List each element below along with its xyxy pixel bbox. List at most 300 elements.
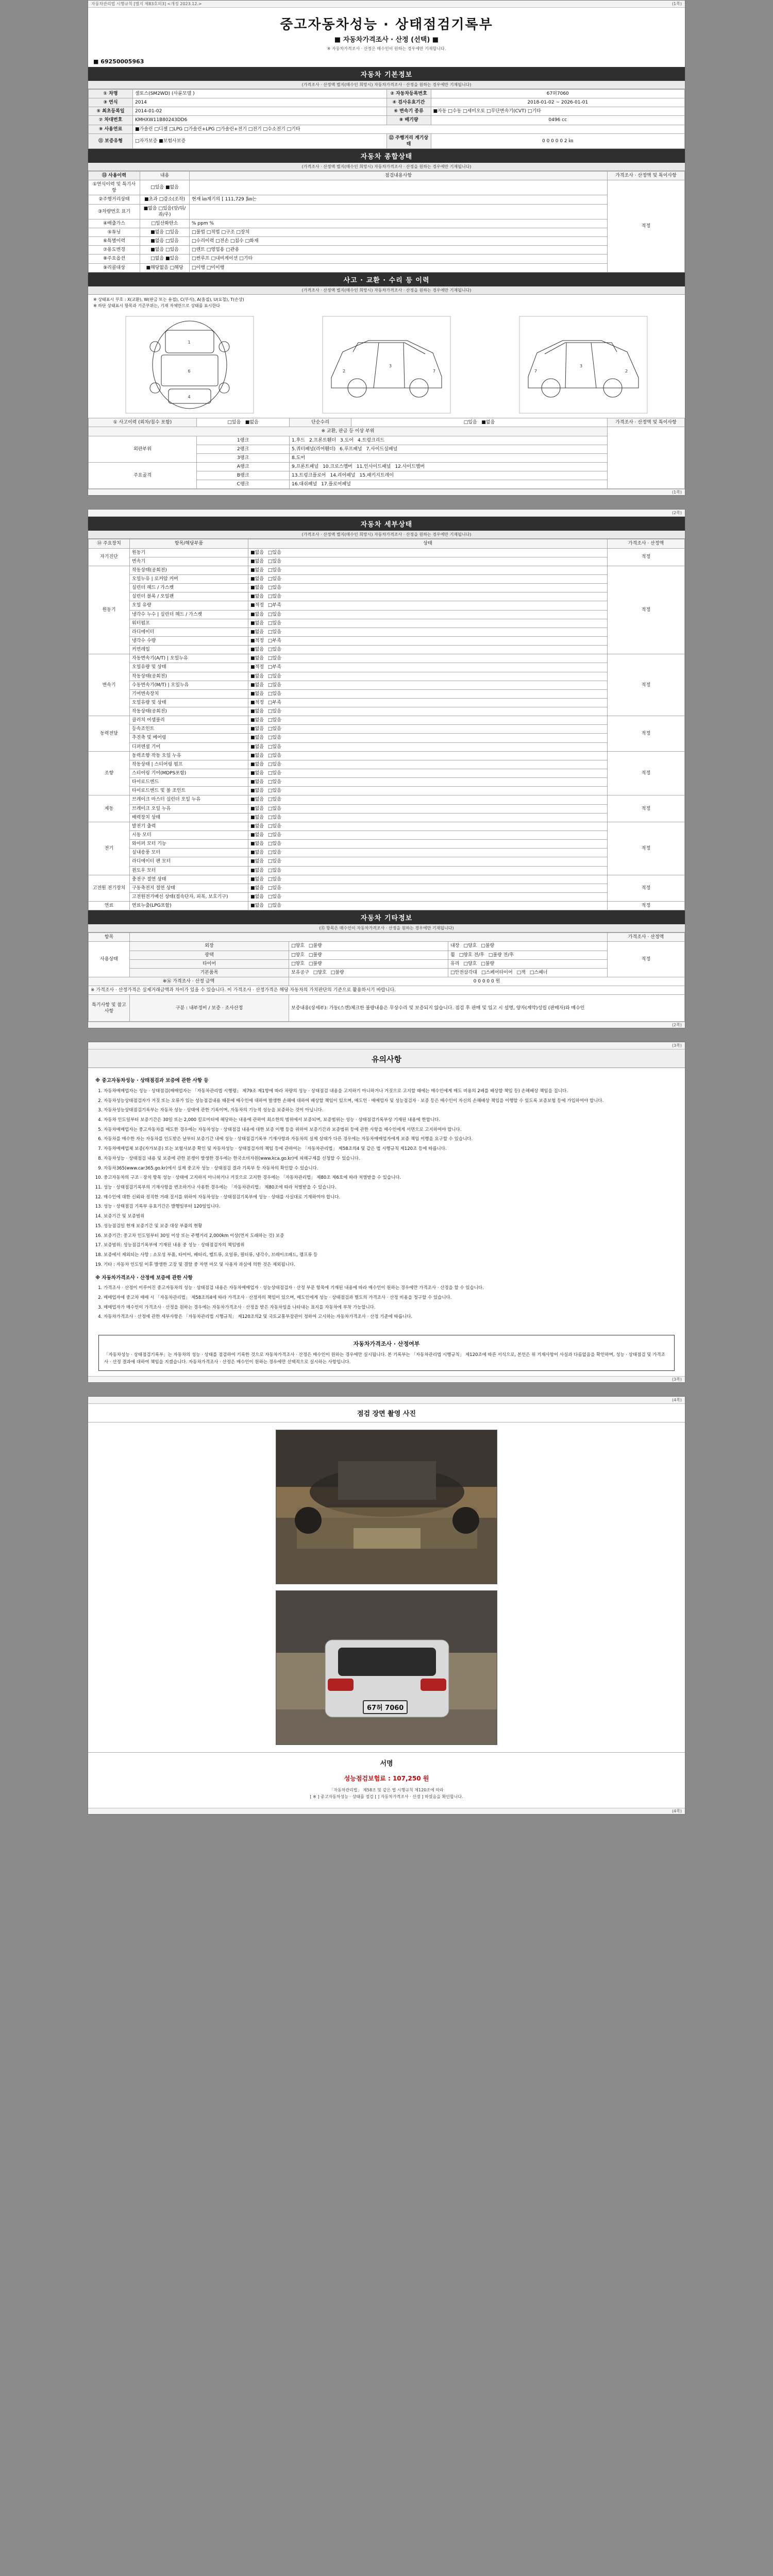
notice-item: 17. 보증범위: 성능점검기록부에 기재된 내용 중 성능 · 상태점검자의 책임범위 xyxy=(104,1242,678,1250)
notice-item: 6. 자동차를 매수한 자는 자동차를 인도받은 날부터 보증기간 내에 성능 · 상태점검기록부 기재사항과 자동차의 실제 상태가 다른 경우에는 자동차매매업자에게 보증 책임 이행을 요구할 수 있습니다. xyxy=(104,1136,678,1144)
overall-row-label-6: ⑦용도변경 xyxy=(89,246,140,255)
page-2-bottom-bar xyxy=(88,1022,685,1028)
accident-single-options[interactable]: □있음 ■없음 xyxy=(351,418,608,427)
other-group-label: 사용상태 xyxy=(89,942,130,977)
overall-row-label-5: ⑥특별이력 xyxy=(89,237,140,246)
detail-state-2-6[interactable]: ■없음 □있음 xyxy=(248,707,608,716)
detail-col-2: 항목/해당부품 xyxy=(130,539,248,548)
overall-table xyxy=(88,171,685,273)
detail-state-2-4[interactable]: ■없음 □있음 xyxy=(248,689,608,698)
other-col-2 xyxy=(130,933,608,942)
svg-text:6: 6 xyxy=(188,369,191,374)
detail-group-selfdiag: 자기진단 xyxy=(89,548,130,566)
page-4 xyxy=(88,1396,685,1815)
section-accident-note: (가격조사 · 산정액 별지(매수인 희망시) 자동차가격조사 · 산정을 원하는 경우에만 기재됩니다) xyxy=(88,286,685,295)
other-special-sub: 구분 : 내부정비 / 보증 · 조사산정 xyxy=(130,995,289,1022)
detail-item-2-1: 오일유량 및 상태 xyxy=(130,663,248,672)
photo-underbody-image xyxy=(276,1430,497,1584)
detail-state-8-0[interactable]: ■없음 □있음 xyxy=(248,902,608,910)
accident-frame-options[interactable]: □있음 ■없음 xyxy=(197,418,290,427)
overall-row-opts-8[interactable]: ■해당없음 □해당 xyxy=(140,263,190,272)
other-row-opts-0[interactable]: □양호 □불량 xyxy=(289,942,448,951)
accident-rank-4: B랭크 xyxy=(197,471,290,480)
overall-row-opts-3[interactable]: □일산화탄소 xyxy=(140,219,190,228)
detail-state-3-2[interactable]: ■없음 □있음 xyxy=(248,734,608,742)
detail-state-5-2[interactable]: ■없음 □있음 xyxy=(248,813,608,822)
notice-item: 13. 성능 · 상태점검 기록부 유효기간은 발행일부터 120일입니다. xyxy=(104,1203,678,1211)
other-price-cell: 적정 xyxy=(608,942,685,977)
other-row-right-0[interactable]: 내장 □양호 □불량 xyxy=(448,942,608,951)
page-3-top-bar xyxy=(88,1042,685,1049)
detail-state-1-4[interactable]: ■적정 □부족 xyxy=(248,601,608,610)
detail-state-4-1[interactable]: ■없음 □있음 xyxy=(248,760,608,769)
basic-value-inspection: 2018-01-02 ~ 2026-01-01 xyxy=(431,98,685,107)
other-row-label-0: 외장 xyxy=(130,942,289,951)
detail-item-2-4: 기어변속장치 xyxy=(130,689,248,698)
basic-label-firstreg: ⑤ 최초등록일 xyxy=(89,107,133,116)
detail-state-4-3[interactable]: ■없음 □있음 xyxy=(248,778,608,787)
detail-item-6-5: 윈도우 모터 xyxy=(130,866,248,875)
fee-value: 107,250 원 xyxy=(392,1774,429,1782)
section-basic-title: 자동차 기본정보 xyxy=(88,67,685,81)
other-special-label: 특기사항 및 참고사항 xyxy=(89,995,130,1022)
notice-item: 11. 성능 · 상태점검기록부의 기재사항을 변조하거나 사용한 경우에는 「자동차관리법」 제80조에 따라 처벌받을 수 있습니다. xyxy=(104,1184,678,1192)
detail-state-2-1[interactable]: ■적정 □부족 xyxy=(248,663,608,672)
basic-value-vin: KMHXW11B80243DD6 xyxy=(133,116,387,125)
detail-item-4-4: 타이로드엔드 및 볼 조인트 xyxy=(130,787,248,795)
detail-col-1: ⑭ 주요장치 xyxy=(89,539,130,548)
other-info-table xyxy=(88,933,685,1022)
basic-value-fuel: ■가솔린 □디젤 □LPG □가솔린+LPG □가솔린+전기 □전기 □수소전기 □기타 xyxy=(133,125,685,133)
accident-rank-2: 3랭크 xyxy=(197,453,290,462)
detail-state-3-3[interactable]: ■없음 □있음 xyxy=(248,742,608,751)
section-detail-title: 자동차 세부상태 xyxy=(88,517,685,531)
section-other-title: 자동차 기타정보 xyxy=(88,910,685,924)
page-4-top-bar xyxy=(88,1397,685,1404)
detail-state-0-1[interactable]: ■없음 □있음 xyxy=(248,557,608,566)
detail-state-7-2[interactable]: ■없음 □있음 xyxy=(248,893,608,902)
accident-items-2: 8.도어 xyxy=(290,453,608,462)
notice-item: 16. 보증기간: 중고차 인도일부터 30일 이상 또는 주행거리 2,000km 이상(먼저 도래하는 것) 보증 xyxy=(104,1232,678,1241)
detail-item-1-7: 라디에이터 xyxy=(130,628,248,636)
record-number: ■ 69250005963 xyxy=(93,58,144,65)
detail-item-0-1: 변속기 xyxy=(130,557,248,566)
page-number-top: (1쪽) xyxy=(671,2,682,6)
notice-item-2: 4. 자동차가격조사 · 산정에 관한 세부사항은 「자동차관리법 시행규칙」 제120조의2 및 국토교통부장관이 정하여 고시하는 자동차가격조사 · 산정 기준에 따릅니다. xyxy=(104,1313,678,1321)
overall-col-usage: ⑬ 사용이력 xyxy=(89,171,140,180)
basic-value-year: 2014 xyxy=(133,98,387,107)
detail-item-7-2: 고전원전기배선 상태(접속단자, 피복, 보호기구) xyxy=(130,893,248,902)
detail-state-1-0[interactable]: ■없음 □있음 xyxy=(248,566,608,574)
detail-state-table xyxy=(88,539,685,910)
detail-state-2-3[interactable]: ■없음 □있음 xyxy=(248,681,608,689)
overall-col-content: 내용 xyxy=(140,171,190,180)
accident-group-outer: 외판부위 xyxy=(89,436,197,462)
other-row-right-1[interactable]: 휠 □양호 전/후 □불량 전/후 xyxy=(448,951,608,959)
notice-item: 7. 자동차매매업체 보증(자가보증) 또는 보험사보증 확인 및 자동차성능 · 상태점검자의 책임 등에 관하여는 「자동차관리법」 제58조의4 및 같은 법 시행규칙 제120조 등에 따릅니다. xyxy=(104,1145,678,1154)
overall-row-detail-8: □이행 □미이행 xyxy=(190,263,608,272)
accident-legend-1: ※ 상태표시 부호 : X(교환), W(판금 또는 용접), C(부식), A(흠집), U(요철), T(손상) xyxy=(93,297,244,302)
detail-group-engine: 원동기 xyxy=(89,566,130,654)
footnote-line-2: [ ※ ] 중고자동차성능 · 상태를 점검 [ ] 자동차가격조사 · 산정 ] 하였음을 확인합니다. xyxy=(310,1794,463,1800)
basic-label-fuel: ⑨ 사용연료 xyxy=(89,125,133,133)
fee-label: 성능점검보험료 : xyxy=(344,1774,391,1782)
footnote-line-1: 「자동차관리법」 제58조 및 같은 법 시행규칙 제120조에 따라 xyxy=(329,1787,444,1792)
basic-label-transmission: ⑥ 변속기 종류 xyxy=(386,107,431,116)
detail-state-6-1[interactable]: ■없음 □있음 xyxy=(248,831,608,840)
photo-underbody[interactable] xyxy=(276,1430,497,1584)
page-3-number: (3쪽) xyxy=(671,1377,682,1382)
overall-row-opts-1[interactable]: ■초과 □감소(조작) xyxy=(140,195,190,204)
detail-state-1-5[interactable]: ■없음 □있음 xyxy=(248,610,608,619)
detail-state-4-2[interactable]: ■없음 □있음 xyxy=(248,769,608,778)
accident-rank-1: 2랭크 xyxy=(197,445,290,453)
detail-item-6-0: 발전기 출력 xyxy=(130,822,248,831)
detail-group-braking: 제동 xyxy=(89,795,130,822)
detail-item-3-1: 등속조인트 xyxy=(130,725,248,734)
overall-row-label-3: ④배출가스 xyxy=(89,219,140,228)
overall-row-opts-5[interactable]: ■없음 □있음 xyxy=(140,237,190,246)
detail-state-3-0[interactable]: ■없음 □있음 xyxy=(248,716,608,725)
page-4-number-top: (4쪽) xyxy=(671,1397,682,1402)
detail-group-highvoltage: 고전원 전기장치 xyxy=(89,875,130,901)
other-special-text: 보증내용(상세부): 가동(스캔)체크한 불량내용은 무상수리 및 보증되지 않습니다. 점검 후 판매 및 입고 시 설명, 양자(계약)성립 (판매자)와 매수인 xyxy=(289,995,685,1022)
notice-body xyxy=(88,1068,685,1330)
detail-state-6-0[interactable]: ■없음 □있음 xyxy=(248,822,608,831)
detail-item-2-5: 오일유량 및 상태 xyxy=(130,698,248,707)
detail-price-8: 적정 xyxy=(608,902,685,910)
overall-row-label-8: ⑨리콜대상 xyxy=(89,263,140,272)
detail-state-4-0[interactable]: ■없음 □있음 xyxy=(248,751,608,760)
svg-text:3: 3 xyxy=(580,364,583,369)
detail-item-3-2: 추진축 및 베어링 xyxy=(130,734,248,742)
page-subtitle-note: ※ 자동차가격조사 · 산정은 매수인이 원하는 경우에만 기재합니다. xyxy=(327,46,446,51)
photos-section-title: 점검 장면 촬영 사진 xyxy=(88,1404,685,1422)
notice-item: 12. 매수인에 대한 신뢰와 정직한 거래 질서를 위하여 자동차성능 · 상태점검기록부에 성능 · 상태를 사실대로 기재하여야 합니다. xyxy=(104,1194,678,1202)
detail-item-1-1: 오일누유 | 로커암 커버 xyxy=(130,574,248,583)
accident-price-header: 가격조사 · 산정액 및 특이사항 xyxy=(608,418,685,427)
basic-value-displacement: 0496 cc xyxy=(431,116,685,125)
section-other-note: (⑮ 항목은 매수인이 자동차가격조사 · 산정을 원하는 경우에만 기재됩니다) xyxy=(88,924,685,933)
detail-item-6-1: 시동 모터 xyxy=(130,831,248,840)
overall-row-detail-4: □불법 □적법 □구조 □장치 xyxy=(190,228,608,236)
svg-text:7: 7 xyxy=(433,369,436,374)
pledge-box xyxy=(98,1335,675,1371)
basic-value-regnum: 67허7060 xyxy=(431,90,685,98)
overall-col-detail: 점검내용사항 xyxy=(190,171,608,180)
car-front-diagram xyxy=(125,316,254,414)
accident-items-5: 16.대쉬패널 17.플로어패널 xyxy=(290,480,608,489)
page-subtitle: ■ 자동차가격조사 · 산정 (선택) ■ xyxy=(334,36,439,44)
accident-items-0: 1.후드 2.프론트휀더 3.도어 4.트렁크리드 xyxy=(290,436,608,445)
overall-row-label-7: ⑧주요옵션 xyxy=(89,255,140,263)
section-accident-title: 사고 · 교환 · 수리 등 이력 xyxy=(88,273,685,286)
detail-state-0-0[interactable]: ■없음 □있음 xyxy=(248,548,608,557)
other-row-right-3[interactable]: □안전삼각대 □스페어타이어 □잭 □스패너 xyxy=(448,968,608,977)
car-left-side-diagram xyxy=(322,316,451,414)
detail-item-6-2: 와이퍼 모터 기능 xyxy=(130,840,248,849)
detail-item-1-8: 냉각수 수량 xyxy=(130,636,248,645)
other-row-right-2[interactable]: 유리 □양호 □불량 xyxy=(448,959,608,968)
overall-row-detail-5: □수리이력 □전손 □침수 □화재 xyxy=(190,237,608,246)
detail-state-6-3[interactable]: ■없음 □있음 xyxy=(248,849,608,857)
detail-item-1-3: 실린더 블록 / 오일팬 xyxy=(130,592,248,601)
detail-price-0: 적정 xyxy=(608,548,685,566)
detail-group-transmission: 변속기 xyxy=(89,654,130,716)
accident-legend-2: ※ 하단 상태표시 항목과 기준부위는, 기재 자체만으로 상태를 표시한다 xyxy=(93,303,220,309)
other-col-1: 항목 xyxy=(89,933,130,942)
detail-price-6: 적정 xyxy=(608,822,685,875)
accident-rank-5: C랭크 xyxy=(197,480,290,489)
basic-label-year: ③ 연식 xyxy=(89,98,133,107)
notice-item: 3. 자동차성능상태점검기록부는 자동차 성능 · 상태에 관한 기록이며, 자동차의 기능적 성능을 보증하는 것이 아닙니다. xyxy=(104,1107,678,1115)
basic-value-transmission: ■자동 □수동 □세미오토 □무단변속기(CVT) □기타 xyxy=(431,107,685,116)
page-4-bottom-bar xyxy=(88,1808,685,1814)
detail-item-4-2: 스티어링 기어(MDPS포함) xyxy=(130,769,248,778)
accident-rank-3: A랭크 xyxy=(197,462,290,471)
inspection-fee xyxy=(88,1772,685,1787)
overall-row-opts-6[interactable]: ■없음 □있음 xyxy=(140,246,190,255)
car-damage-diagram xyxy=(88,312,685,418)
notice-heading-2: ※ 자동차가격조사 · 산정에 보증에 관한 사항 xyxy=(95,1275,193,1281)
basic-label-regnum: ② 자동차등록번호 xyxy=(386,90,431,98)
detail-price-7: 적정 xyxy=(608,875,685,901)
detail-item-1-6: 워터펌프 xyxy=(130,619,248,628)
detail-item-1-0: 작동상태(공회전) xyxy=(130,566,248,574)
signature-title: 서명 xyxy=(380,1759,393,1768)
accident-frame-title: ① 사고이력 (외차/침수 포함) xyxy=(89,418,197,427)
detail-price-5: 적정 xyxy=(608,795,685,822)
page-2 xyxy=(88,509,685,1028)
detail-price-4: 적정 xyxy=(608,751,685,795)
accident-items-3: 9.프론트패널 10.크로스멤버 11.인사이드패널 12.사이드멤버 xyxy=(290,462,608,471)
other-row-opts-2[interactable]: □양호 □불량 xyxy=(289,959,448,968)
detail-item-5-2: 배력장치 상태 xyxy=(130,813,248,822)
detail-state-6-2[interactable]: ■없음 □있음 xyxy=(248,840,608,849)
detail-item-4-0: 동력조향 작동 오일 누유 xyxy=(130,751,248,760)
photo-rear-image xyxy=(276,1591,497,1745)
detail-item-0-0: 원동기 xyxy=(130,548,248,557)
detail-item-2-0: 자동변속기(A/T) | 오일누유 xyxy=(130,654,248,663)
signature-footnote xyxy=(88,1787,685,1805)
notice-item: 2. 자동차성능상태점검자가 거짓 또는 오류가 있는 성능점검내용 때문에 매수인에 대하여 발생한 손해에 대하여 배상할 책임이 있으며, 매도인 · 매매업자 및 성능점검자 · 보증 등은 매수인이 자신의 손해배상 책임을 이행할 수 있도록 보증보험 등에 가입하여야 합니다. xyxy=(104,1097,678,1106)
section-basic-note: (가격조사 · 산정액 별지(매수인 희망시) 자동차가격조사 · 산정을 원하는 경우에만 기재됩니다) xyxy=(88,81,685,89)
detail-price-3: 적정 xyxy=(608,716,685,752)
page-3-bottom-bar xyxy=(88,1376,685,1382)
notice-item: 18. 보증에서 제외되는 사항 : 소모성 부품, 타이어, 배터리, 벨트류, 오일류, 필터류, 냉각수, 브레이크패드, 램프류 등 xyxy=(104,1251,678,1260)
svg-text:7: 7 xyxy=(534,369,537,374)
overall-row-opts-7[interactable]: □없음 ■있음 xyxy=(140,255,190,263)
pledge-title: 자동차가격조사 · 산정여부 xyxy=(353,1340,420,1347)
detail-state-2-5[interactable]: ■적정 □부족 xyxy=(248,698,608,707)
basic-info-table xyxy=(88,89,685,149)
notice-item: 4. 자동차 인도일부터 보증기간은 30일 또는 2,000 킬로미터에 해당하는 내용에 관하여 최소한의 범위에서 보증되며, 보증범위는 성능 · 상태점검기록부상 기재된 내용에 한합니다. xyxy=(104,1116,678,1125)
photo-gallery xyxy=(88,1422,685,1752)
overall-row-detail-7: □썬루프 □내비게이션 □기타 xyxy=(190,255,608,263)
notice-list-1 xyxy=(95,1088,678,1269)
overall-col-price: 가격조사 · 산정액 및 특이사항 xyxy=(608,171,685,180)
notice-item: 19. 기타 : 자동차 인도일 이후 발생한 고장 및 결함 중 자연 마모 및 사용자 과실에 의한 것은 제외됩니다. xyxy=(104,1261,678,1269)
detail-state-1-7[interactable]: ■없음 □있음 xyxy=(248,628,608,636)
page-1 xyxy=(88,0,685,496)
notice-item-2: 1. 가격조사 · 산정이 이루어진 중고자동차의 성능 · 상태점검 내용은 자동차매매업자 · 성능상태점검자 · 산정 부문 항목에 기재된 내용에 따라 매수인이 원하는 경우에만 가격조사 · 산정을 할 수 있습니다. xyxy=(104,1284,678,1293)
notice-heading-1: ※ 중고자동차성능 · 상태점검과 보증에 관한 사항 등 xyxy=(95,1078,209,1084)
notice-item-2: 3. 매매업자가 매수인이 가격조사 · 산정을 원하는 경우에는 자동차가격조사 · 산정을 받은 자동차임을 나타내는 표지를 자동차에 부착 가능합니다. xyxy=(104,1304,678,1312)
accident-history-table xyxy=(88,418,685,489)
notice-item: 14. 보증기간 및 보증범위 xyxy=(104,1213,678,1221)
overall-row-label-4: ⑤튜닝 xyxy=(89,228,140,236)
page-1-top-bar xyxy=(88,1,685,8)
page-3-number-top: (3쪽) xyxy=(671,1043,682,1048)
basic-value-firstreg: 2014-01-02 xyxy=(133,107,387,116)
accident-single-title: 단순수리 xyxy=(290,418,351,427)
detail-state-7-0[interactable]: ■없음 □있음 xyxy=(248,875,608,884)
overall-row-opts-2[interactable]: ■없음 □있음(앞/뒤/좌/우) xyxy=(140,204,190,219)
svg-text:2: 2 xyxy=(343,369,346,374)
notice-item: 5. 자동차매매업자는 중고자동차를 매도한 경우에는 자동차성능 · 상태점검 내용에 대한 보증 이행 등을 위하여 보증기간과 보증범위 등에 관한 사항을 매수인에게 서면으로 고지하여야 합니다. xyxy=(104,1126,678,1134)
other-row-opts-3[interactable]: 보유공구 □양호 □불량 xyxy=(289,968,448,977)
detail-state-3-1[interactable]: ■없음 □있음 xyxy=(248,725,608,734)
detail-col-4: 가격조사 · 산정액 xyxy=(608,539,685,548)
basic-label-vin: ⑦ 차대번호 xyxy=(89,116,133,125)
detail-state-4-4[interactable]: ■없음 □있음 xyxy=(248,787,608,795)
page-3 xyxy=(88,1042,685,1382)
notice-item: 9. 자동차365(www.car365.go.kr)에서 실제 중고차 성능 · 상태점검 결과 기록부 등 자동차의 확인할 수 있습니다. xyxy=(104,1165,678,1173)
basic-label-name: ① 차명 xyxy=(89,90,133,98)
section-overall-note: (가격조사 · 산정액 별지(매수인 희망시) 자동차가격조사 · 산정을 원하는 경우에만 기재됩니다) xyxy=(88,163,685,171)
page-4-number: (4쪽) xyxy=(671,1808,682,1814)
detail-state-1-9[interactable]: ■없음 □있음 xyxy=(248,646,608,654)
detail-state-2-2[interactable]: ■없음 □있음 xyxy=(248,672,608,681)
page-2-number: (2쪽) xyxy=(671,1023,682,1028)
detail-group-electric: 전기 xyxy=(89,822,130,875)
detail-item-7-1: 구동축전지 절연 상태 xyxy=(130,884,248,892)
overall-row-detail-6: □렌트 □영업용 □관용 xyxy=(190,246,608,255)
pledge-body: 「자동차성능 · 상태점검기록부」는 자동차의 성능 · 상태를 점검하여 기록한 것으로 자동차가격조사 · 산정은 매수인이 원하는 경우에만 실시됩니다. 본 기록부는 「자동차관리법 시행규칙」 제120조에 따른 서식으로, 본인은 위 기재사항이 사실과 다름없음을 확인하며, 성능 · 상태점검 및 가격조사 · 산정 결과에 대하여 책임을 지겠습니다. 자동차가격조사 · 산정은 매수인이 원하는 경우에만 선택적으로 실시하는 사항입니다. xyxy=(104,1352,665,1365)
other-total-value: 0 0 0 0 0 원 xyxy=(289,977,685,986)
other-row-label-3: 기본품목 xyxy=(130,968,289,977)
svg-text:4: 4 xyxy=(188,395,191,400)
detail-item-2-6: 작동상태(공회전) xyxy=(130,707,248,716)
detail-item-4-1: 작동상태 | 스티어링 펌프 xyxy=(130,760,248,769)
notice-item: 10. 중고자동차의 구조 · 장치 항목 성능 · 상태에 고지하지 아니하거나 거짓으로 고지한 경우에는 「자동차관리법」 제80조 제6호에 따라 처벌받을 수 있습니다. xyxy=(104,1174,678,1182)
detail-col-3: 상태 xyxy=(248,539,608,548)
detail-item-1-4: 오일 유량 xyxy=(130,601,248,610)
photo-rear[interactable] xyxy=(276,1590,497,1745)
detail-state-6-5[interactable]: ■없음 □있음 xyxy=(248,866,608,875)
detail-item-7-0: 충전구 절연 상태 xyxy=(130,875,248,884)
page-2-number-top: (2쪽) xyxy=(671,511,682,516)
other-total-note: ※ 가격조사 · 산정가격은 실제거래금액과 차이가 있을 수 있습니다. 이 가격조사 · 산정가격은 해당 자동차의 가치판단의 기준으로 활용하시기 바랍니다. xyxy=(89,986,685,995)
detail-state-1-6[interactable]: ■없음 □있음 xyxy=(248,619,608,628)
detail-state-1-3[interactable]: ■없음 □있음 xyxy=(248,592,608,601)
other-row-label-2: 타이어 xyxy=(130,959,289,968)
accident-legend xyxy=(88,295,685,312)
detail-state-1-8[interactable]: ■적정 □부족 xyxy=(248,636,608,645)
car-right-side-diagram xyxy=(519,316,648,414)
accident-group-frame: 주요골격 xyxy=(89,462,197,488)
notice-item: 1. 자동차매매업자는 성능 · 상태점검(매매업자는 「자동차관리법 시행령」 제79조 제1항에 따라 차량의 성능 · 상태점검 내용을 고지하기 아니하거나 거짓으로 고지할 때에는 매수인에게 매도 비용의 2배를 배상할 책임 등) 손해배상 책임을 집니다. xyxy=(104,1088,678,1096)
notice-item-2: 2. 매매업자에 중고차 매매 시 「자동차관리법」 제58조의4에 따라 가격조사 · 산정자의 책임이 있으며, 매도인에게 성능 · 상태점검과 별도의 가격조사 · 산정 비용을 청구할 수 있습니다. xyxy=(104,1294,678,1302)
svg-text:3: 3 xyxy=(389,364,392,369)
other-total-label: ※⑯ 가격조사 · 산정 금액 xyxy=(89,977,289,986)
overall-row-detail-2 xyxy=(190,204,608,219)
license-plate: 67허 7060 xyxy=(363,1700,408,1714)
overall-row-opts-4[interactable]: ■없음 □있음 xyxy=(140,228,190,236)
basic-label-odometer: ⑫ 주행거리 계기상태 xyxy=(386,133,431,148)
detail-item-2-3: 수동변속기(M/T) | 오일누유 xyxy=(130,681,248,689)
detail-state-5-0[interactable]: ■없음 □있음 xyxy=(248,795,608,804)
signature-section xyxy=(88,1752,685,1808)
other-row-opts-1[interactable]: □양호 □불량 xyxy=(289,951,448,959)
basic-value-warranty: □자가보증 ■보험사보증 xyxy=(133,133,387,148)
page-1-bottom-bar xyxy=(88,489,685,495)
detail-state-1-2[interactable]: ■없음 □있음 xyxy=(248,584,608,592)
detail-group-powertrain: 동력전달 xyxy=(89,716,130,752)
accident-items-1: 5.쿼터패널(리어휀더) 6.루프패널 7.사이드실패널 xyxy=(290,445,608,453)
overall-row-detail-1: 현재 ㎞계기의 [ 111,729 ]㎞는 xyxy=(190,195,608,204)
detail-item-3-3: 디퍼렌셜 기어 xyxy=(130,742,248,751)
page-title: 중고자동차성능 · 상태점검기록부 xyxy=(280,17,493,32)
other-row-label-1: 광택 xyxy=(130,951,289,959)
section-overall-title: 자동차 종합상태 xyxy=(88,149,685,163)
detail-state-7-1[interactable]: ■없음 □있음 xyxy=(248,884,608,892)
page-1-number: (1쪽) xyxy=(671,490,682,495)
page-2-top-bar xyxy=(88,510,685,517)
overall-row-label-2: ③차량번호 표기 xyxy=(89,204,140,219)
detail-state-6-4[interactable]: ■없음 □있음 xyxy=(248,857,608,866)
notice-title: 유의사항 xyxy=(88,1049,685,1068)
detail-item-1-5: 냉각수 누수 | 실린더 헤드 / 가스켓 xyxy=(130,610,248,619)
detail-group-steering: 조향 xyxy=(89,751,130,795)
detail-item-5-1: 브레이크 오일 누유 xyxy=(130,804,248,813)
detail-item-1-9: 커먼레일 xyxy=(130,646,248,654)
detail-item-1-2: 실린더 헤드 / 가스켓 xyxy=(130,584,248,592)
overall-row-detail-3: % ppm % xyxy=(190,219,608,228)
notice-item: 15. 성능점검일 현재 보증기간 및 보증 대상 부품의 현황 xyxy=(104,1223,678,1231)
detail-item-6-4: 라디에이터 팬 모터 xyxy=(130,857,248,866)
detail-state-5-1[interactable]: ■없음 □있음 xyxy=(248,804,608,813)
notice-list-2 xyxy=(95,1284,678,1321)
basic-value-name: 셀토스(SM2WD) (사륜모델 ) xyxy=(133,90,387,98)
overall-row-label-0: ①연식이력 및 특기사항 xyxy=(89,180,140,195)
detail-item-2-2: 작동상태(공회전) xyxy=(130,672,248,681)
svg-text:2: 2 xyxy=(625,369,628,374)
overall-row-opts-0[interactable]: □있음 ■없음 xyxy=(140,180,190,195)
accident-items-4: 13.트렁크플로어 14.리어패널 15.패키지트레이 xyxy=(290,471,608,480)
accident-parts-title: ※ 교환, 판금 등 이상 부위 xyxy=(89,427,608,436)
basic-value-odometer: 0 0 0 0 0 2 ㎞ xyxy=(431,133,685,148)
detail-item-6-3: 실내송풍 모터 xyxy=(130,849,248,857)
detail-price-1: 적정 xyxy=(608,566,685,654)
other-col-3: 가격조사 · 산정액 xyxy=(608,933,685,942)
overall-price-cell: 적정 xyxy=(608,180,685,273)
detail-state-2-0[interactable]: ■없음 □있음 xyxy=(248,654,608,663)
detail-item-3-0: 클러치 어셈블리 xyxy=(130,716,248,725)
detail-state-1-1[interactable]: ■없음 □있음 xyxy=(248,574,608,583)
detail-item-8-0: 연료누출(LPG포함) xyxy=(130,902,248,910)
notice-item: 8. 자동차성능 · 상태점검 내용 및 보증에 관한 분쟁이 발생한 경우에는 한국소비자원(www.kca.go.kr)에 피해구제를 신청할 수 있습니다. xyxy=(104,1155,678,1163)
detail-price-2: 적정 xyxy=(608,654,685,716)
basic-label-warranty: ⑪ 보증유형 xyxy=(89,133,133,148)
section-detail-note: (가격조사 · 산정액 별지(매수인 희망시) 자동차가격조사 · 산정을 원하는 경우에만 기재됩니다) xyxy=(88,531,685,539)
basic-label-inspection: ④ 검사유효기간 xyxy=(386,98,431,107)
detail-group-fuel: 연료 xyxy=(89,902,130,910)
detail-item-5-0: 브레이크 마스터 실린더 오일 누유 xyxy=(130,795,248,804)
accident-rank-0: 1랭크 xyxy=(197,436,290,445)
form-legal-ref: 자동차관리법 시행규칙 [별지 제83호의3] <개정 2023.12.> xyxy=(91,2,202,6)
overall-row-label-1: ②주행거리상태 xyxy=(89,195,140,204)
